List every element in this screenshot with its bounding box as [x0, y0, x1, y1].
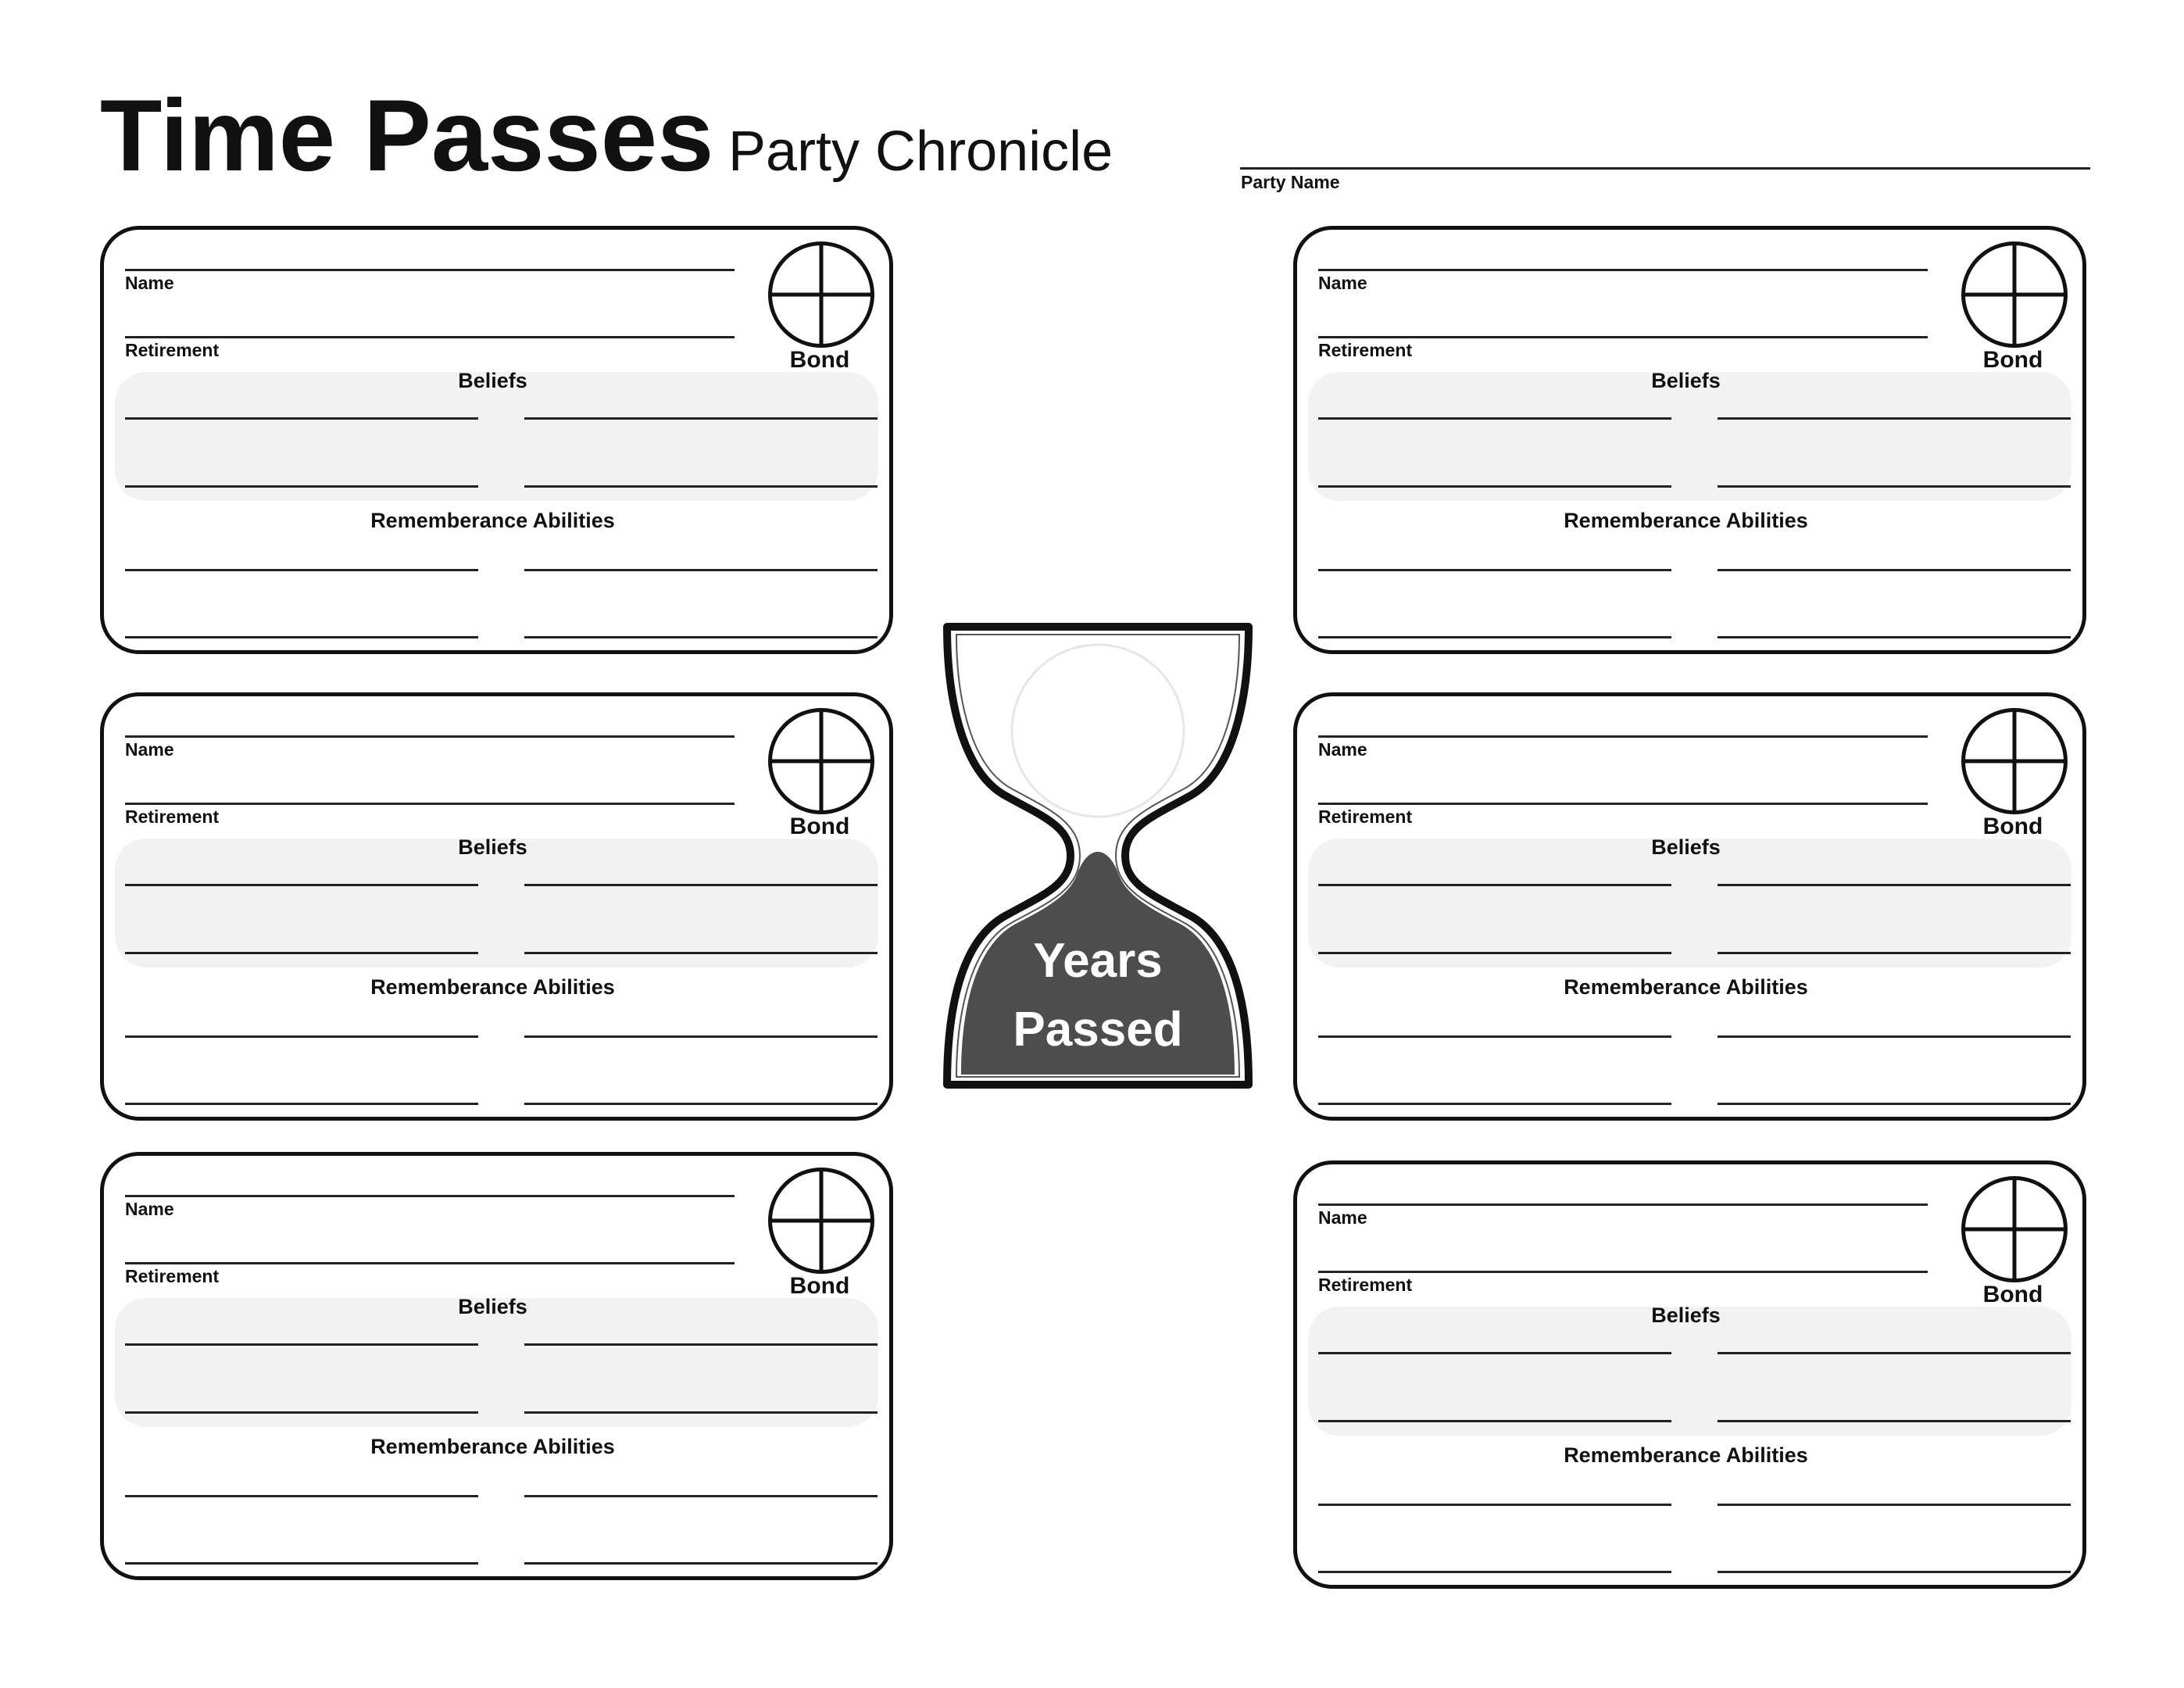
- belief-line[interactable]: [125, 417, 478, 420]
- ability-line[interactable]: [524, 636, 878, 638]
- belief-line[interactable]: [1318, 884, 1671, 886]
- name-label: Name: [1318, 273, 1367, 293]
- ability-line[interactable]: [1718, 1571, 2071, 1573]
- character-card: [100, 1152, 893, 1580]
- name-label: Name: [125, 1199, 174, 1219]
- page-subtitle: Party Chronicle: [728, 120, 1113, 183]
- hourglass-graphic: [938, 617, 1258, 1094]
- rememberance-abilities-label: Rememberance Abilities: [370, 975, 615, 999]
- retirement-label: Retirement: [1318, 1275, 1413, 1295]
- bond-circle[interactable]: [768, 1168, 874, 1274]
- rememberance-abilities-label: Rememberance Abilities: [1564, 509, 1808, 532]
- ability-line[interactable]: [1718, 1103, 2071, 1105]
- retirement-line[interactable]: [1318, 1271, 1928, 1273]
- belief-line[interactable]: [1718, 417, 2071, 420]
- belief-line[interactable]: [1318, 952, 1671, 954]
- ability-line[interactable]: [1318, 1504, 1671, 1506]
- ability-line[interactable]: [1718, 569, 2071, 571]
- beliefs-label: Beliefs: [1651, 369, 1721, 392]
- name-label: Name: [125, 273, 174, 293]
- beliefs-label: Beliefs: [458, 835, 527, 859]
- beliefs-label: Beliefs: [1651, 1304, 1721, 1327]
- ability-line[interactable]: [125, 1562, 478, 1565]
- retirement-label: Retirement: [1318, 340, 1413, 360]
- belief-line[interactable]: [1318, 417, 1671, 420]
- belief-line[interactable]: [524, 952, 878, 954]
- belief-line[interactable]: [524, 485, 878, 488]
- ability-line[interactable]: [125, 636, 478, 638]
- retirement-label: Retirement: [125, 806, 220, 827]
- retirement-line[interactable]: [125, 803, 735, 805]
- beliefs-label: Beliefs: [458, 369, 527, 392]
- bond-label: Bond: [789, 1273, 850, 1299]
- belief-line[interactable]: [1718, 1352, 2071, 1354]
- belief-line[interactable]: [1318, 485, 1671, 488]
- years-passed-line2: Passed: [1013, 1003, 1183, 1057]
- belief-line[interactable]: [1318, 1420, 1671, 1422]
- ability-line[interactable]: [125, 569, 478, 571]
- belief-line[interactable]: [524, 417, 878, 420]
- bond-label: Bond: [1982, 347, 2043, 373]
- bond-label: Bond: [1982, 814, 2043, 839]
- belief-line[interactable]: [125, 884, 478, 886]
- name-line[interactable]: [125, 269, 735, 271]
- belief-line[interactable]: [524, 884, 878, 886]
- rememberance-abilities-label: Rememberance Abilities: [370, 509, 615, 532]
- belief-line[interactable]: [524, 1411, 878, 1414]
- ability-line[interactable]: [1318, 1571, 1671, 1573]
- party-name-label: Party Name: [1241, 172, 1340, 192]
- beliefs-label: Beliefs: [1651, 835, 1721, 859]
- ability-line[interactable]: [125, 1035, 478, 1038]
- bond-circle[interactable]: [768, 708, 874, 814]
- name-label: Name: [125, 739, 174, 760]
- bond-label: Bond: [1982, 1282, 2043, 1307]
- party-name-line[interactable]: [1240, 167, 2090, 170]
- belief-line[interactable]: [1718, 884, 2071, 886]
- ability-line[interactable]: [1318, 1103, 1671, 1105]
- belief-line[interactable]: [125, 1343, 478, 1346]
- name-label: Name: [1318, 739, 1367, 760]
- retirement-line[interactable]: [1318, 803, 1928, 805]
- belief-line[interactable]: [1318, 1352, 1671, 1354]
- character-card: [1293, 1160, 2086, 1589]
- name-label: Name: [1318, 1207, 1367, 1228]
- bond-label: Bond: [789, 814, 850, 839]
- ability-line[interactable]: [524, 1562, 878, 1565]
- belief-line[interactable]: [524, 1343, 878, 1346]
- character-card: [100, 226, 893, 654]
- ability-line[interactable]: [524, 1103, 878, 1105]
- name-line[interactable]: [125, 1195, 735, 1197]
- page-title: Time Passes: [100, 78, 714, 192]
- belief-line[interactable]: [125, 952, 478, 954]
- ability-line[interactable]: [524, 1035, 878, 1038]
- rememberance-abilities-label: Rememberance Abilities: [1564, 975, 1808, 999]
- ability-line[interactable]: [1318, 1035, 1671, 1038]
- ability-line[interactable]: [125, 1495, 478, 1497]
- belief-line[interactable]: [125, 1411, 478, 1414]
- character-card: [100, 692, 893, 1121]
- bond-circle[interactable]: [1961, 708, 2068, 814]
- ability-line[interactable]: [1318, 636, 1671, 638]
- ability-line[interactable]: [125, 1103, 478, 1105]
- retirement-line[interactable]: [1318, 336, 1928, 338]
- belief-line[interactable]: [1718, 952, 2071, 954]
- ability-line[interactable]: [524, 569, 878, 571]
- ability-line[interactable]: [1318, 569, 1671, 571]
- beliefs-label: Beliefs: [458, 1295, 527, 1318]
- name-line[interactable]: [1318, 1203, 1928, 1206]
- bond-circle[interactable]: [768, 241, 874, 348]
- rememberance-abilities-label: Rememberance Abilities: [1564, 1443, 1808, 1467]
- name-line[interactable]: [125, 735, 735, 738]
- bond-label: Bond: [789, 347, 850, 373]
- belief-line[interactable]: [1718, 1420, 2071, 1422]
- rememberance-abilities-label: Rememberance Abilities: [370, 1435, 615, 1458]
- belief-line[interactable]: [125, 485, 478, 488]
- bond-circle[interactable]: [1961, 241, 2068, 348]
- years-passed-line1: Years: [1033, 934, 1163, 988]
- bond-circle[interactable]: [1961, 1176, 2068, 1282]
- ability-line[interactable]: [1718, 1035, 2071, 1038]
- name-line[interactable]: [1318, 269, 1928, 271]
- retirement-label: Retirement: [125, 340, 220, 360]
- character-card: [1293, 692, 2086, 1121]
- retirement-line[interactable]: [125, 336, 735, 338]
- retirement-label: Retirement: [125, 1266, 220, 1286]
- ability-line[interactable]: [1718, 1504, 2071, 1506]
- character-card: [1293, 226, 2086, 654]
- retirement-line[interactable]: [125, 1262, 735, 1264]
- ability-line[interactable]: [1718, 636, 2071, 638]
- belief-line[interactable]: [1718, 485, 2071, 488]
- name-line[interactable]: [1318, 735, 1928, 738]
- retirement-label: Retirement: [1318, 806, 1413, 827]
- ability-line[interactable]: [524, 1495, 878, 1497]
